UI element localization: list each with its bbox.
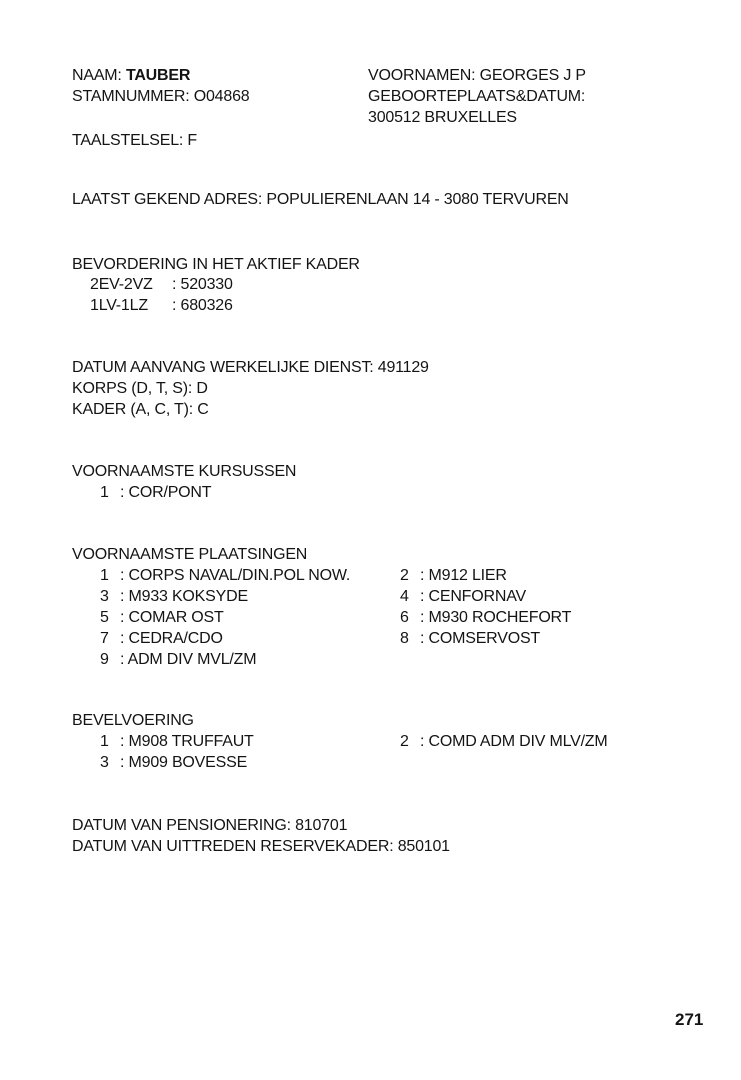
bevelvoering-title: BEVELVOERING (72, 712, 194, 729)
plaatsing-item (100, 608, 224, 628)
bevelvoering-number: 1 (100, 733, 109, 750)
naam-value: TAUBER (125, 67, 191, 84)
plaatsing-item (400, 608, 571, 628)
kursus-item (100, 483, 211, 503)
bevelvoering-number: 3 (100, 754, 109, 771)
plaatsing-number: 3 (100, 588, 109, 605)
plaatsing-number: 9 (100, 651, 109, 668)
stamnummer: STAMNUMMER: O04868 (72, 88, 250, 105)
plaatsing-number: 2 (400, 567, 409, 584)
plaatsing-text: : CORPS NAVAL/DIN.POL NOW. (120, 567, 351, 584)
voornamen: VOORNAMEN: GEORGES J P (368, 67, 586, 84)
plaatsingen-title: VOORNAAMSTE PLAATSINGEN (72, 546, 308, 563)
bevelvoering-text: : M908 TRUFFAUT (120, 733, 254, 750)
bevelvoering-text: : M909 BOVESSE (120, 754, 248, 771)
plaatsing-item (100, 587, 248, 607)
plaatsing-item (100, 650, 256, 670)
datum-aanvang-dienst: DATUM AANVANG WERKELIJKE DIENST: 491129 (72, 359, 429, 376)
plaatsing-number: 8 (400, 630, 409, 647)
bevelvoering-number: 2 (400, 733, 409, 750)
page-number: 271 (675, 1010, 704, 1029)
geboorte-label: GEBOORTEPLAATS&DATUM: (368, 88, 586, 105)
naam-label: NAAM: (72, 67, 122, 84)
plaatsing-number: 5 (100, 609, 109, 626)
bevordering-date: : 520330 (172, 276, 233, 293)
plaatsing-item (400, 587, 526, 607)
kursus-number: 1 (100, 484, 109, 501)
taalstelsel: TAALSTELSEL: F (72, 132, 197, 149)
datum-uittreden-reservekader: DATUM VAN UITTREDEN RESERVEKADER: 850101 (72, 838, 450, 855)
plaatsing-number: 1 (100, 567, 109, 584)
bevordering-code: 2EV-2VZ (90, 276, 153, 293)
plaatsing-item (400, 566, 507, 586)
bevordering-code: 1LV-1LZ (90, 297, 148, 314)
bevordering-title: BEVORDERING IN HET AKTIEF KADER (72, 256, 360, 273)
plaatsing-number: 4 (400, 588, 409, 605)
plaatsing-text: : CENFORNAV (420, 588, 526, 605)
kursus-text: : COR/PONT (120, 484, 212, 501)
bevelvoering-item (400, 732, 608, 752)
laatst-gekend-adres: LAATST GEKEND ADRES: POPULIERENLAAN 14 - 3080 TERVUREN (72, 191, 569, 208)
plaatsing-text: : COMSERVOST (420, 630, 540, 647)
bevordering-item (90, 275, 233, 295)
kader: KADER (A, C, T): C (72, 401, 209, 418)
geboorte-value: 300512 BRUXELLES (368, 109, 517, 126)
plaatsing-text: : M912 LIER (420, 567, 507, 584)
kursussen-title: VOORNAAMSTE KURSUSSEN (72, 463, 297, 480)
plaatsing-number: 7 (100, 630, 109, 647)
plaatsing-text: : M930 ROCHEFORT (420, 609, 572, 626)
bevordering-item (90, 296, 233, 316)
bevordering-date: : 680326 (172, 297, 233, 314)
korps: KORPS (D, T, S): D (72, 380, 208, 397)
bevelvoering-item (100, 753, 247, 773)
naam-line (72, 66, 190, 86)
plaatsing-item (400, 629, 540, 649)
plaatsing-text: : ADM DIV MVL/ZM (120, 651, 257, 668)
plaatsing-item (100, 629, 223, 649)
plaatsing-item (100, 566, 350, 586)
plaatsing-text: : CEDRA/CDO (120, 630, 223, 647)
bevelvoering-text: : COMD ADM DIV MLV/ZM (420, 733, 608, 750)
plaatsing-text: : M933 KOKSYDE (120, 588, 248, 605)
plaatsing-number: 6 (400, 609, 409, 626)
plaatsing-text: : COMAR OST (120, 609, 224, 626)
datum-pensionering: DATUM VAN PENSIONERING: 810701 (72, 817, 348, 834)
bevelvoering-item (100, 732, 254, 752)
